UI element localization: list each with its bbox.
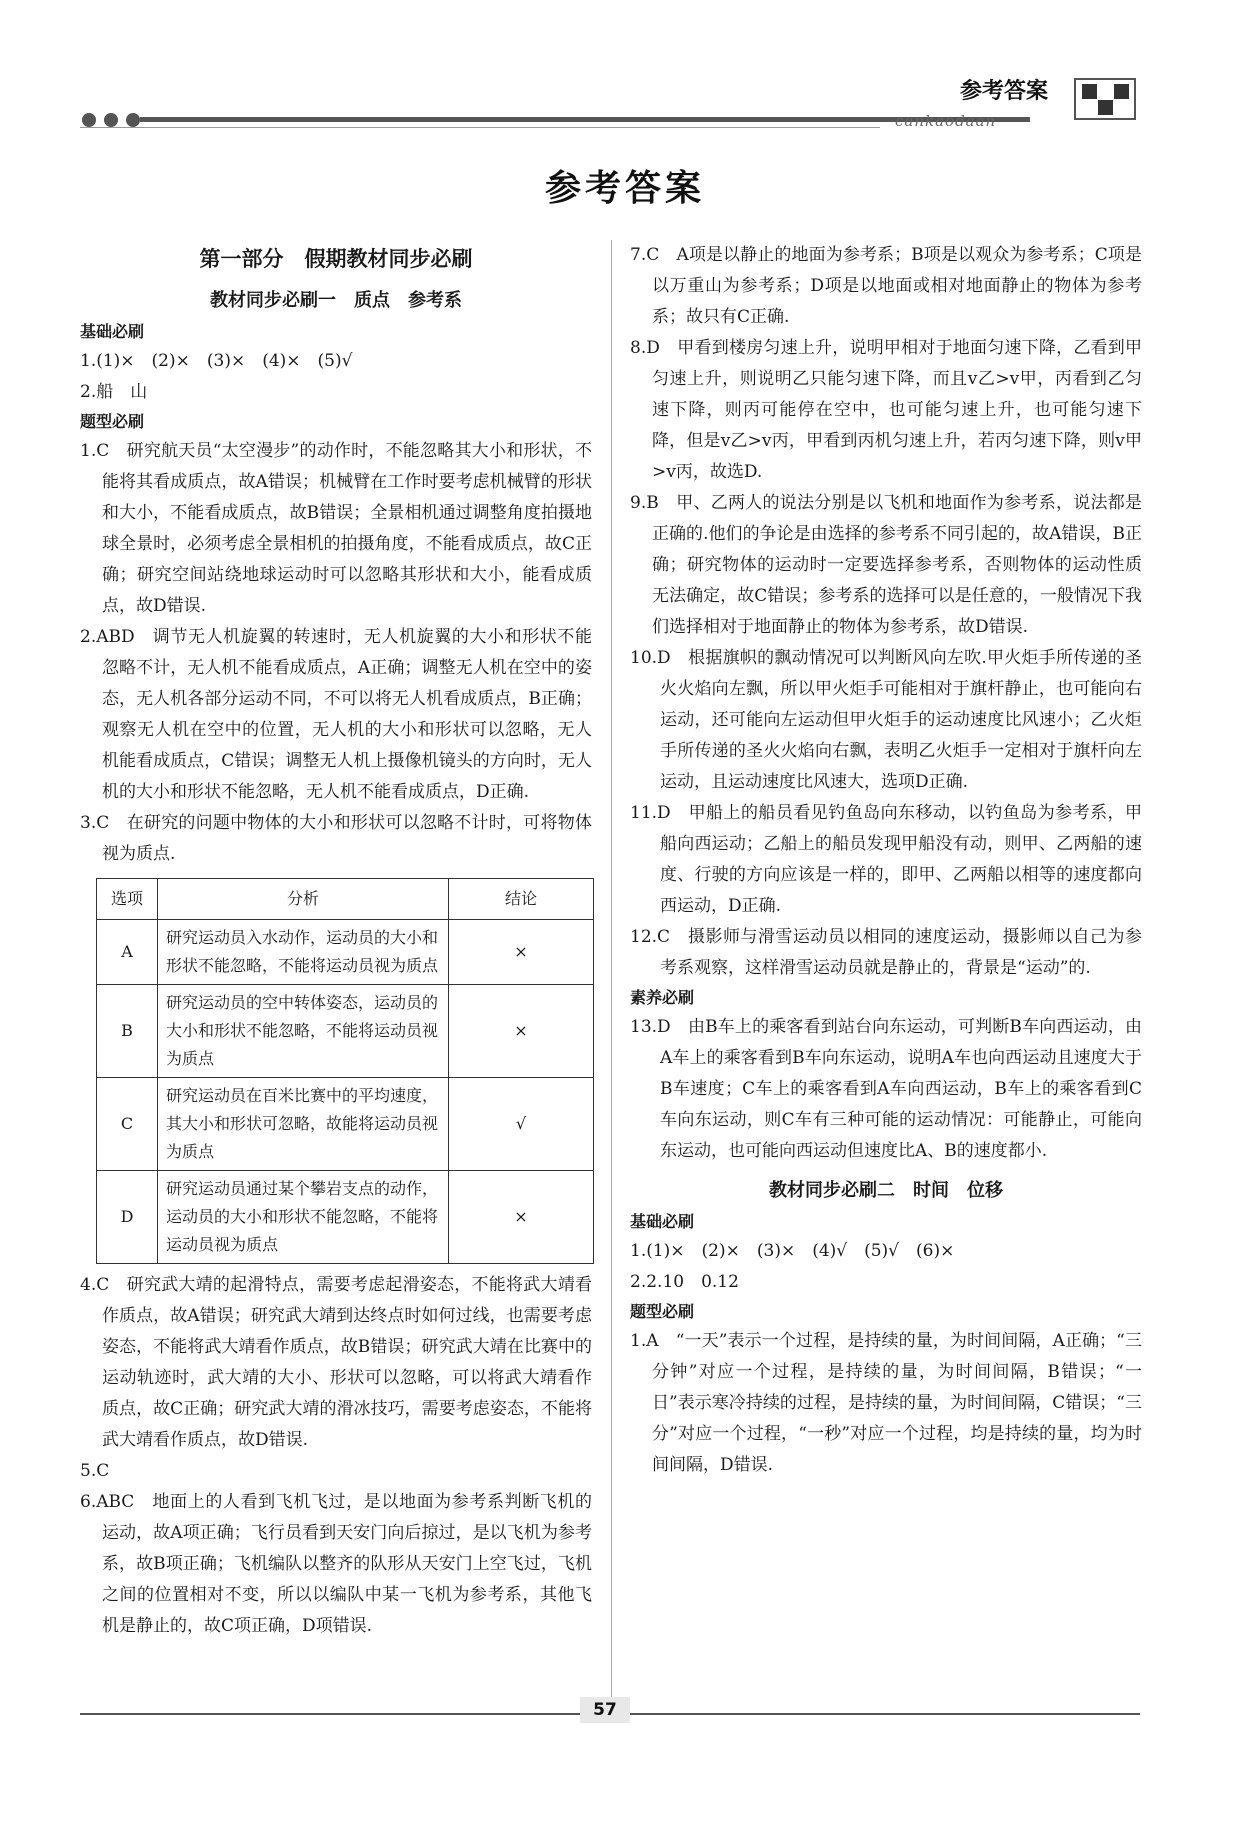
table-row — [97, 1171, 594, 1264]
page-header — [0, 0, 1250, 140]
table-result: √ — [449, 1078, 594, 1171]
table-option: A — [97, 920, 158, 985]
basic-heading: 基础必刷 — [630, 1212, 695, 1231]
section-title: 教材同步必刷二 时间 位移 — [769, 1180, 1003, 1201]
header-rule-thin — [80, 127, 880, 128]
type-heading: 题型必刷 — [80, 412, 145, 431]
q8-formula: v乙>v甲 — [967, 369, 1038, 389]
table-option: B — [97, 985, 158, 1078]
header-title: 参考答案 — [960, 79, 1049, 104]
answer-q13: 13.D 由B车上的乘客看到站台向东运动，可判断B车向西运动，由A车上的乘客看到B车向东运动，说明A车也向西运动且速度大于B车速度；C车上的乘客看到A车向西运动，B车上的乘客看到C车向东运动，则C车有三种可能的运动情况：可能静止，可能向东运动，也可能向西运动但速度比A、B的速度都小. — [630, 1017, 1142, 1161]
table-result: × — [449, 1171, 594, 1264]
basic-answer: 2.船 山 — [80, 382, 148, 402]
analysis-table — [96, 878, 594, 1264]
column-divider — [611, 240, 612, 1710]
answer-q4: 4.C 研究武大靖的起滑特点，需要考虑起滑姿态，不能将武大靖看作质点，故A错误；研究武大靖到达终点时如何过线，也需要考虑姿态，不能将武大靖看作质点，故B错误；研究武大靖在比赛中的运动轨迹时，武大靖的大小、形状可以忽略，可以将武大靖看作质点，故C正确；研究武大靖的滑冰技巧，需要考虑姿态，不能将武大靖看作质点，故D错误. — [80, 1275, 592, 1450]
header-dot — [126, 113, 140, 127]
answer-s2-q1: 1.A “一天”表示一个过程，是持续的量，为时间间隔，A正确；“三分钟”对应一个过程，是持续的量，为时间间隔，B错误；“一日”表示寒冷持续的过程，是持续的量，为时间间隔，C错误；“三分”对应一个过程，“一秒”对应一个过程，均是持续的量，均为时间间隔，D错误. — [630, 1331, 1142, 1475]
basic-answer: 2.2.10 0.12 — [630, 1272, 739, 1292]
page-number: 57 — [580, 1697, 630, 1723]
table-row — [97, 920, 594, 985]
q8-text: ，丙看到乙匀速下降，则丙可能停在空中，也可能匀速上升，也可能匀速下降，但是 — [652, 369, 1143, 451]
table-header: 分析 — [158, 879, 449, 920]
type-heading: 题型必刷 — [630, 1302, 695, 1321]
table-analysis: 研究运动员在百米比赛中的平均速度，其大小和形状可忽略，故能将运动员视为质点 — [158, 1078, 449, 1171]
checker-squares-icon — [1072, 76, 1136, 120]
table-option: D — [97, 1171, 158, 1264]
answer-q12: 12.C 摄影师与滑雪运动员以相同的速度运动，摄影师以自己为参考系观察，这样滑雪运动员就是静止的，背景是“运动”的. — [630, 927, 1142, 978]
literacy-heading: 素养必刷 — [630, 988, 695, 1007]
answer-q2: 2.ABD 调节无人机旋翼的转速时，无人机旋翼的大小和形状不能忽略不计，无人机不能看成质点，A正确；调整无人机在空中的姿态，无人机各部分运动不同，不可以将无人机看成质点，B正确；观察无人机在空中的位置，无人机的大小和形状可以忽略，无人机能看成质点，C错误；调整无人机上摄像机镜头的方向时，无人机的大小和形状不能忽略，无人机不能看成质点，D正确. — [80, 627, 592, 802]
page-title: 参考答案 — [544, 168, 705, 209]
q8-text: 8.D 甲看到楼房匀速上升，说明甲相对于地面匀速下降，乙看到甲匀速上升，则说明乙只能匀速下降，而且 — [630, 338, 1142, 389]
basic-answer: 1.(1)× (2)× (3)× (4)√ (5)√ (6)× — [630, 1241, 955, 1261]
table-analysis: 研究运动员入水动作，运动员的大小和形状不能忽略，不能将运动员视为质点 — [158, 920, 449, 985]
q8-formula: v乙>v丙 — [720, 431, 789, 451]
answer-q6: 6.ABC 地面上的人看到飞机飞过，是以地面为参考系判断飞机的运动，故A项正确；飞行员看到天安门向后掠过，是以飞机为参考系，故B项正确；飞机编队以整齐的队形从天安门上空飞过，飞机之间的位置相对不变，所以以编队中某一飞机为参考系，其他飞机是静止的，故C项正确，D项错误. — [80, 1492, 592, 1636]
header-subtitle: cankaodaan — [895, 112, 997, 130]
table-header: 结论 — [449, 879, 594, 920]
answer-q1: 1.C 研究航天员“太空漫步”的动作时，不能忽略其大小和形状，不能将其看成质点，故A错误；机械臂在工作时要考虑机械臂的形状和大小，不能看成质点，故B错误；全景相机通过调整角度拍摄地球全景时，必须考虑全景相机的拍摄角度，不能看成质点，故C正确；研究空间站绕地球运动时可以忽略其形状和大小，能看成质点，故D错误. — [80, 441, 592, 616]
table-row — [97, 985, 594, 1078]
answer-q5: 5.C — [80, 1461, 110, 1481]
answer-q3: 3.C 在研究的问题中物体的大小和形状可以忽略不计时，可将物体视为质点. — [80, 813, 592, 864]
section-title: 教材同步必刷一 质点 参考系 — [210, 290, 462, 311]
q8-text: ，甲看到丙机匀速上升，若丙匀速下降，则 — [788, 431, 1116, 451]
basic-heading: 基础必刷 — [80, 322, 145, 341]
answer-q11: 11.D 甲船上的船员看见钓鱼岛向东移动，以钓鱼岛为参考系，甲船向西运动；乙船上的船员发现甲船没有动，则甲、乙两船的速度、行驶的方向应该是一样的，即甲、乙两船以相等的速度都向西运动，D正确. — [630, 803, 1142, 916]
table-header: 选项 — [97, 879, 158, 920]
answer-q9: 9.B 甲、乙两人的说法分别是以飞机和地面作为参考系，说法都是正确的.他们的争论是由选择的参考系不同引起的，故A错误，B正确；研究物体的运动时一定要选择参考系，否则物体的运动性质无法确定，故C错误；参考系的选择可以是任意的，一般情况下我们选择相对于地面静止的物体为参考系，故D错误. — [630, 493, 1142, 637]
answer-q10: 10.D 根据旗帜的飘动情况可以判断风向左吹.甲火炬手所传递的圣火火焰向左飘，所以甲火炬手可能相对于旗杆静止，也可能向右运动，还可能向左运动但甲火炬手的运动速度比风速小；乙火炬手所传递的圣火火焰向右飘，表明乙火炬手一定相对于旗杆向左运动，且运动速度比风速大，选项D正确. — [630, 648, 1142, 792]
q8-text: ，故选D. — [692, 462, 763, 482]
table-result: × — [449, 920, 594, 985]
table-analysis: 研究运动员通过某个攀岩支点的动作，运动员的大小和形状不能忽略，不能将运动员视为质点 — [158, 1171, 449, 1264]
table-result: × — [449, 985, 594, 1078]
header-dot — [104, 113, 118, 127]
basic-answer: 1.(1)× (2)× (3)× (4)× (5)√ — [80, 351, 353, 371]
answer-q8 — [630, 333, 1142, 488]
part-title: 第一部分 假期教材同步必刷 — [199, 247, 473, 271]
table-option: C — [97, 1078, 158, 1171]
header-dot — [82, 113, 96, 127]
table-analysis: 研究运动员的空中转体姿态，运动员的大小和形状不能忽略，不能将运动员视为质点 — [158, 985, 449, 1078]
header-dots — [82, 113, 140, 127]
left-column — [80, 240, 592, 1642]
q8-formula: v甲>v丙 — [652, 431, 1143, 482]
right-column — [630, 240, 1142, 1481]
answer-q7: 7.C A项是以静止的地面为参考系；B项是以观众为参考系；C项是以万重山为参考系；D项是以地面或相对地面静止的物体为参考系；故只有C正确. — [630, 245, 1142, 327]
table-row — [97, 1078, 594, 1171]
table-header-row — [97, 879, 594, 920]
